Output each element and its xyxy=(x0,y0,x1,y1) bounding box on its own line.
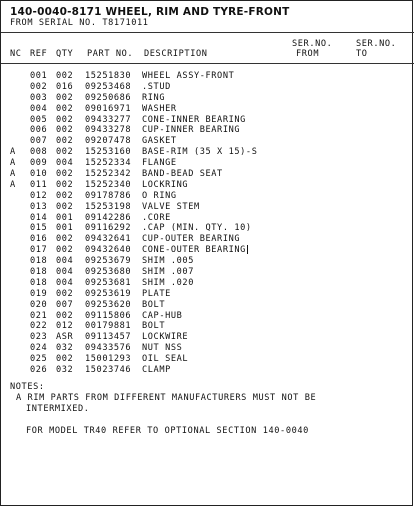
ref-cell: 024 xyxy=(30,343,48,354)
description-cell: PLATE xyxy=(142,288,171,299)
qty-cell: 002 xyxy=(56,125,74,136)
part-number-cell: 15252340 xyxy=(85,179,132,190)
qty-cell: 002 xyxy=(56,234,74,245)
table-row xyxy=(1,71,414,82)
table-row xyxy=(1,147,414,158)
table-row xyxy=(1,169,414,180)
nc-cell: A xyxy=(10,179,16,190)
ref-cell: 006 xyxy=(30,125,48,136)
part-number-cell: 09432641 xyxy=(85,234,132,245)
table-row xyxy=(1,82,414,93)
col-ser-from-line1: SER.NO. xyxy=(292,39,333,49)
notes-section xyxy=(10,382,316,436)
part-number-cell: 09250686 xyxy=(85,92,132,103)
parts-table xyxy=(1,71,414,376)
table-row xyxy=(1,311,414,322)
ref-cell: 014 xyxy=(30,212,48,223)
table-row xyxy=(1,158,414,169)
qty-cell: 002 xyxy=(56,201,74,212)
part-number-cell: 09115806 xyxy=(85,310,132,321)
description-cell: BASE-RIM (35 X 15)-S xyxy=(142,147,258,158)
table-row xyxy=(1,321,414,332)
description-cell: WHEEL ASSY-FRONT xyxy=(142,71,235,81)
table-row xyxy=(1,365,414,376)
col-nc: NC xyxy=(10,49,22,59)
note-line-3: FOR MODEL TR40 REFER TO OPTIONAL SECTION 140-0040 xyxy=(26,425,309,436)
description-cell: BAND-BEAD SEAT xyxy=(142,169,223,180)
ref-cell: 004 xyxy=(30,103,48,114)
qty-cell: 004 xyxy=(56,158,74,169)
part-number-cell: 09016971 xyxy=(85,103,132,114)
table-row xyxy=(1,223,414,234)
qty-cell: 002 xyxy=(56,103,74,114)
qty-cell: 032 xyxy=(56,365,74,376)
table-row xyxy=(1,354,414,365)
qty-cell: 002 xyxy=(56,114,74,125)
ref-cell: 018 xyxy=(30,267,48,278)
table-row xyxy=(1,343,414,354)
description-cell: .STUD xyxy=(142,81,171,92)
description-cell: WASHER xyxy=(142,103,177,114)
ref-cell: 018 xyxy=(30,256,48,267)
part-number-cell: 15001293 xyxy=(85,354,132,365)
qty-cell: 001 xyxy=(56,223,74,234)
table-row xyxy=(1,256,414,267)
col-ser-to-line2: TO xyxy=(356,49,368,59)
ref-cell: 007 xyxy=(30,136,48,147)
nc-cell: A xyxy=(10,169,16,180)
serial-range: FROM SERIAL NO. T8171011 xyxy=(10,18,149,28)
table-row xyxy=(1,234,414,245)
part-number-cell: 00179881 xyxy=(85,321,132,332)
text-cursor xyxy=(247,245,248,254)
qty-cell: 002 xyxy=(56,179,74,190)
qty-cell: 032 xyxy=(56,343,74,354)
note-line-2: INTERMIXED. xyxy=(26,403,90,414)
part-number-cell: 15252334 xyxy=(85,158,132,169)
description-cell: LOCKRING xyxy=(142,179,189,190)
description-cell: OIL SEAL xyxy=(142,354,189,365)
header-divider-bottom xyxy=(1,63,414,64)
col-part-no: PART NO. xyxy=(87,49,134,59)
notes-heading: NOTES: xyxy=(10,382,45,392)
part-number-cell: 09253681 xyxy=(85,277,132,288)
description-cell: SHIM .005 xyxy=(142,256,194,267)
qty-cell: 002 xyxy=(56,169,74,180)
table-row xyxy=(1,278,414,289)
description-cell: BOLT xyxy=(142,321,166,332)
part-number-cell: 09253620 xyxy=(85,299,132,310)
part-number-cell: 09433576 xyxy=(85,343,132,354)
part-number-cell: 09178786 xyxy=(85,190,132,201)
part-number-cell: 09142286 xyxy=(85,212,132,223)
table-row xyxy=(1,115,414,126)
ref-cell: 026 xyxy=(30,365,48,376)
description-cell: SHIM .007 xyxy=(142,267,194,278)
description-cell: LOCKWIRE xyxy=(142,332,189,343)
qty-cell: ASR xyxy=(56,332,74,343)
qty-cell: 012 xyxy=(56,321,74,332)
qty-cell: 002 xyxy=(56,310,74,321)
table-row xyxy=(1,93,414,104)
description-cell: BOLT xyxy=(142,299,166,310)
description-cell: O RING xyxy=(142,190,177,201)
ref-cell: 001 xyxy=(30,71,48,81)
qty-cell: 002 xyxy=(56,92,74,103)
ref-cell: 017 xyxy=(30,245,48,256)
ref-cell: 025 xyxy=(30,354,48,365)
description-cell: VALVE STEM xyxy=(142,201,200,212)
description-cell: FLANGE xyxy=(142,158,177,169)
part-number-cell: 15252342 xyxy=(85,169,132,180)
table-row xyxy=(1,245,414,256)
qty-cell: 002 xyxy=(56,71,74,81)
table-row xyxy=(1,300,414,311)
qty-cell: 007 xyxy=(56,299,74,310)
table-row xyxy=(1,202,414,213)
col-ser-from-line2: FROM xyxy=(296,49,320,59)
part-number-cell: 15253160 xyxy=(85,147,132,158)
part-number-cell: 09433278 xyxy=(85,125,132,136)
description-cell: .CORE xyxy=(142,212,171,223)
ref-cell: 005 xyxy=(30,114,48,125)
ref-cell: 008 xyxy=(30,147,48,158)
col-ref: REF xyxy=(30,49,48,59)
part-number-cell: 09433277 xyxy=(85,114,132,125)
ref-cell: 015 xyxy=(30,223,48,234)
description-cell: .CAP (MIN. QTY. 10) xyxy=(142,223,252,234)
ref-cell: 023 xyxy=(30,332,48,343)
ref-cell: 002 xyxy=(30,81,48,92)
description-cell: CONE-INNER BEARING xyxy=(142,114,246,125)
qty-cell: 002 xyxy=(56,245,74,256)
part-number-cell: 09432640 xyxy=(85,245,132,256)
col-qty: QTY xyxy=(56,49,74,59)
ref-cell: 019 xyxy=(30,288,48,299)
part-number-cell: 09253619 xyxy=(85,288,132,299)
nc-cell: A xyxy=(10,158,16,169)
table-row xyxy=(1,289,414,300)
ref-cell: 010 xyxy=(30,169,48,180)
part-number-cell: 09253680 xyxy=(85,267,132,278)
description-cell: CAP-HUB xyxy=(142,310,183,321)
ref-cell: 016 xyxy=(30,234,48,245)
part-number-cell: 15023746 xyxy=(85,365,132,376)
table-row xyxy=(1,104,414,115)
part-number-cell: 09253679 xyxy=(85,256,132,267)
description-cell: RING xyxy=(142,92,166,103)
table-row xyxy=(1,267,414,278)
table-row xyxy=(1,125,414,136)
ref-cell: 003 xyxy=(30,92,48,103)
qty-cell: 004 xyxy=(56,277,74,288)
qty-cell: 002 xyxy=(56,136,74,147)
table-row xyxy=(1,136,414,147)
part-number-cell: 09207478 xyxy=(85,136,132,147)
description-cell: CLAMP xyxy=(142,365,171,376)
qty-cell: 002 xyxy=(56,354,74,365)
description-cell: SHIM .020 xyxy=(142,277,194,288)
ref-cell: 022 xyxy=(30,321,48,332)
part-number-cell: 15251830 xyxy=(85,71,132,81)
qty-cell: 001 xyxy=(56,212,74,223)
ref-cell: 021 xyxy=(30,310,48,321)
qty-cell: 002 xyxy=(56,147,74,158)
ref-cell: 011 xyxy=(30,179,48,190)
col-description: DESCRIPTION xyxy=(144,49,208,59)
part-number-cell: 09116292 xyxy=(85,223,132,234)
note-spacer xyxy=(10,415,316,426)
qty-cell: 004 xyxy=(56,256,74,267)
description-cell: CUP-OUTER BEARING xyxy=(142,234,241,245)
part-number-cell: 09113457 xyxy=(85,332,132,343)
ref-cell: 018 xyxy=(30,277,48,288)
ref-cell: 009 xyxy=(30,158,48,169)
ref-cell: 013 xyxy=(30,201,48,212)
part-number-cell: 15253198 xyxy=(85,201,132,212)
page-title: 140-0040-8171 WHEEL, RIM AND TYRE-FRONT xyxy=(10,6,290,18)
qty-cell: 004 xyxy=(56,267,74,278)
table-row xyxy=(1,191,414,202)
qty-cell: 002 xyxy=(56,190,74,201)
table-row xyxy=(1,332,414,343)
note-line-1: A RIM PARTS FROM DIFFERENT MANUFACTURERS MUST NOT BE xyxy=(16,392,317,403)
table-row xyxy=(1,180,414,191)
ref-cell: 020 xyxy=(30,299,48,310)
description-cell: NUT NSS xyxy=(142,343,183,354)
header-divider-top xyxy=(1,32,414,33)
description-cell: CUP-INNER BEARING xyxy=(142,125,241,136)
table-row xyxy=(1,213,414,224)
ref-cell: 012 xyxy=(30,190,48,201)
col-ser-to-line1: SER.NO. xyxy=(356,39,397,49)
description-cell: GASKET xyxy=(142,136,177,147)
part-number-cell: 09253468 xyxy=(85,81,132,92)
qty-cell: 002 xyxy=(56,288,74,299)
nc-cell: A xyxy=(10,147,16,158)
qty-cell: 016 xyxy=(56,81,74,92)
description-cell: CONE-OUTER BEARING xyxy=(142,245,246,256)
